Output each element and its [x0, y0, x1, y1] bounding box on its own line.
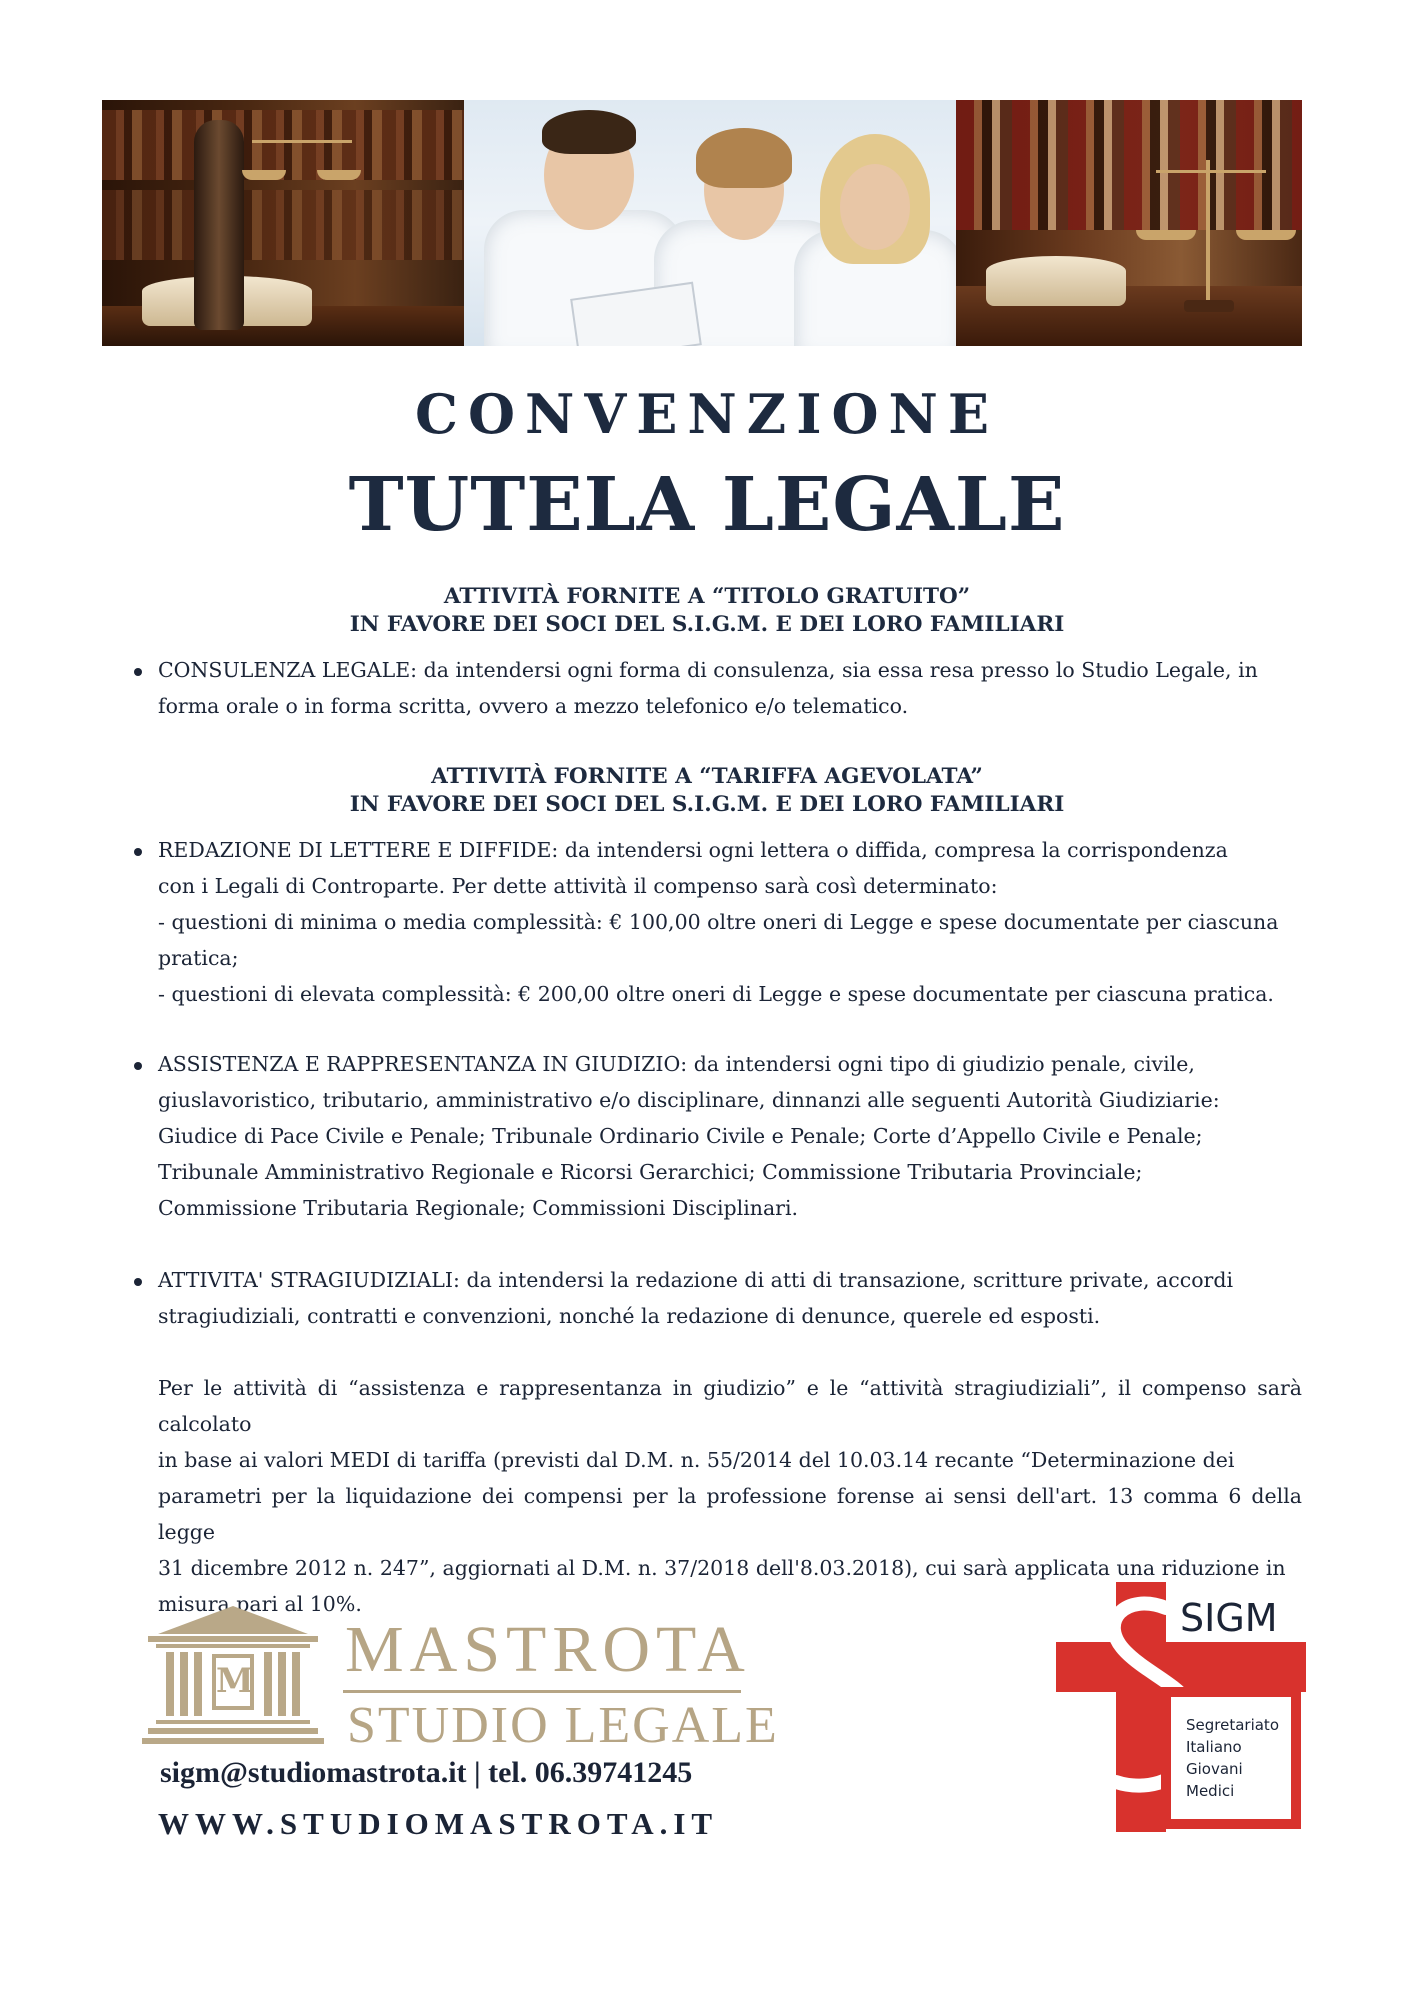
section2-heading-line1: ATTIVITÀ FORNITE A “TARIFFA AGEVOLATA” — [431, 764, 983, 789]
section1-heading-line1: ATTIVITÀ FORNITE A “TITOLO GRATUITO” — [443, 584, 971, 609]
sigm-subtitle — [1186, 1714, 1279, 1802]
sigm-subtitle-line: Italiano — [1186, 1738, 1242, 1756]
text-line: stragiudiziali, contratti e convenzioni, nonché la redazione di denunce, querele ed esposti. — [158, 1304, 1101, 1328]
sigm-subtitle-line: Giovani — [1186, 1760, 1243, 1778]
bullet-icon — [134, 848, 142, 856]
text-line: in base ai valori MEDI di tariffa (previsti dal D.M. n. 55/2014 del 10.03.14 recante “Determinazione dei — [158, 1448, 1235, 1472]
firm-subtitle: STUDIO LEGALE — [347, 1697, 779, 1754]
text-line: Commissione Tributaria Regionale; Commissioni Disciplinari. — [158, 1196, 799, 1220]
text-line: Tribunale Amministrativo Regionale e Ricorsi Gerarchici; Commissione Tributaria Provinciale; — [158, 1160, 1143, 1184]
section1-heading-line2: IN FAVORE DEI SOCI DEL S.I.G.M. E DEI LORO FAMILIARI — [349, 612, 1065, 637]
text-line: ASSISTENZA E RAPPRESENTANZA IN GIUDIZIO: da intendersi ogni tipo di giudizio penale, civile, — [158, 1052, 1195, 1076]
item-consulenza-legale — [158, 652, 1302, 724]
text-line: 31 dicembre 2012 n. 247”, aggiornati al D.M. n. 37/2018 dell'8.03.2018), cui sarà applicata una riduzione in — [158, 1556, 1286, 1580]
bullet-icon — [134, 1278, 142, 1286]
header-banner — [102, 100, 1302, 346]
item-assistenza-giudizio — [158, 1046, 1302, 1226]
scales-books-image — [956, 100, 1302, 346]
text-line: con i Legali di Controparte. Per dette attività il compenso sarà così determinato: — [158, 874, 998, 898]
courthouse-logo-icon — [148, 1606, 318, 1748]
title-convenzione: CONVENZIONE — [414, 382, 1000, 446]
text-line: parametri per la liquidazione dei compensi per la professione forense ai sensi dell'art. 13 comma 6 della legge — [158, 1484, 1302, 1544]
text-line: Per le attività di “assistenza e rappresentanza in giudizio” e le “attività stragiudiziali”, il compenso sarà calcolato — [158, 1376, 1302, 1436]
justice-statue-image — [102, 100, 464, 346]
sigm-name: SIGM — [1180, 1596, 1278, 1640]
title-tutela-legale: TUTELA LEGALE — [348, 462, 1066, 548]
text-line: - questioni di minima o media complessità: € 100,00 oltre oneri di Legge e spese documentate per ciascuna — [158, 910, 1279, 934]
section2-heading-line2: IN FAVORE DEI SOCI DEL S.I.G.M. E DEI LORO FAMILIARI — [349, 792, 1065, 817]
sigm-subtitle-line: Segretariato — [1186, 1716, 1279, 1734]
item-attivita-stragiudiziali — [158, 1262, 1302, 1334]
text-line: misura pari al 10%. — [158, 1592, 362, 1616]
firm-name: MASTROTA — [345, 1613, 751, 1686]
item-redazione-lettere — [158, 832, 1302, 1012]
firm-divider — [343, 1690, 741, 1693]
text-line: - questioni di elevata complessità: € 200,00 oltre oneri di Legge e spese documentate per ciascuna pratica. — [158, 982, 1274, 1006]
text-line: CONSULENZA LEGALE: da intendersi ogni forma di consulenza, sia essa resa presso lo Studio Legale, in — [158, 658, 1258, 682]
website-link[interactable]: WWW.STUDIOMASTROTA.IT — [158, 1806, 719, 1841]
text-line: giuslavoristico, tributario, amministrativo e/o disciplinare, dinnanzi alle seguenti Autorità Giudiziarie: — [158, 1088, 1220, 1112]
doctors-image — [464, 100, 956, 346]
logo-letter: M — [212, 1654, 254, 1710]
text-line: pratica; — [158, 946, 239, 970]
text-line: ATTIVITA' STRAGIUDIZIALI: da intendersi la redazione di atti di transazione, scritture private, accordi — [158, 1268, 1234, 1292]
contact-info[interactable]: sigm@studiomastrota.it | tel. 06.39741245 — [160, 1756, 693, 1789]
bullet-icon — [134, 1062, 142, 1070]
text-line: REDAZIONE DI LETTERE E DIFFIDE: da intendersi ogni lettera o diffida, compresa la corrispondenza — [158, 838, 1228, 862]
text-line: Giudice di Pace Civile e Penale; Tribunale Ordinario Civile e Penale; Corte d’Appello Civile e Penale; — [158, 1124, 1203, 1148]
text-line: forma orale o in forma scritta, ovvero a mezzo telefonico e/o telematico. — [158, 694, 909, 718]
sigm-subtitle-line: Medici — [1186, 1782, 1235, 1800]
bullet-icon — [134, 668, 142, 676]
